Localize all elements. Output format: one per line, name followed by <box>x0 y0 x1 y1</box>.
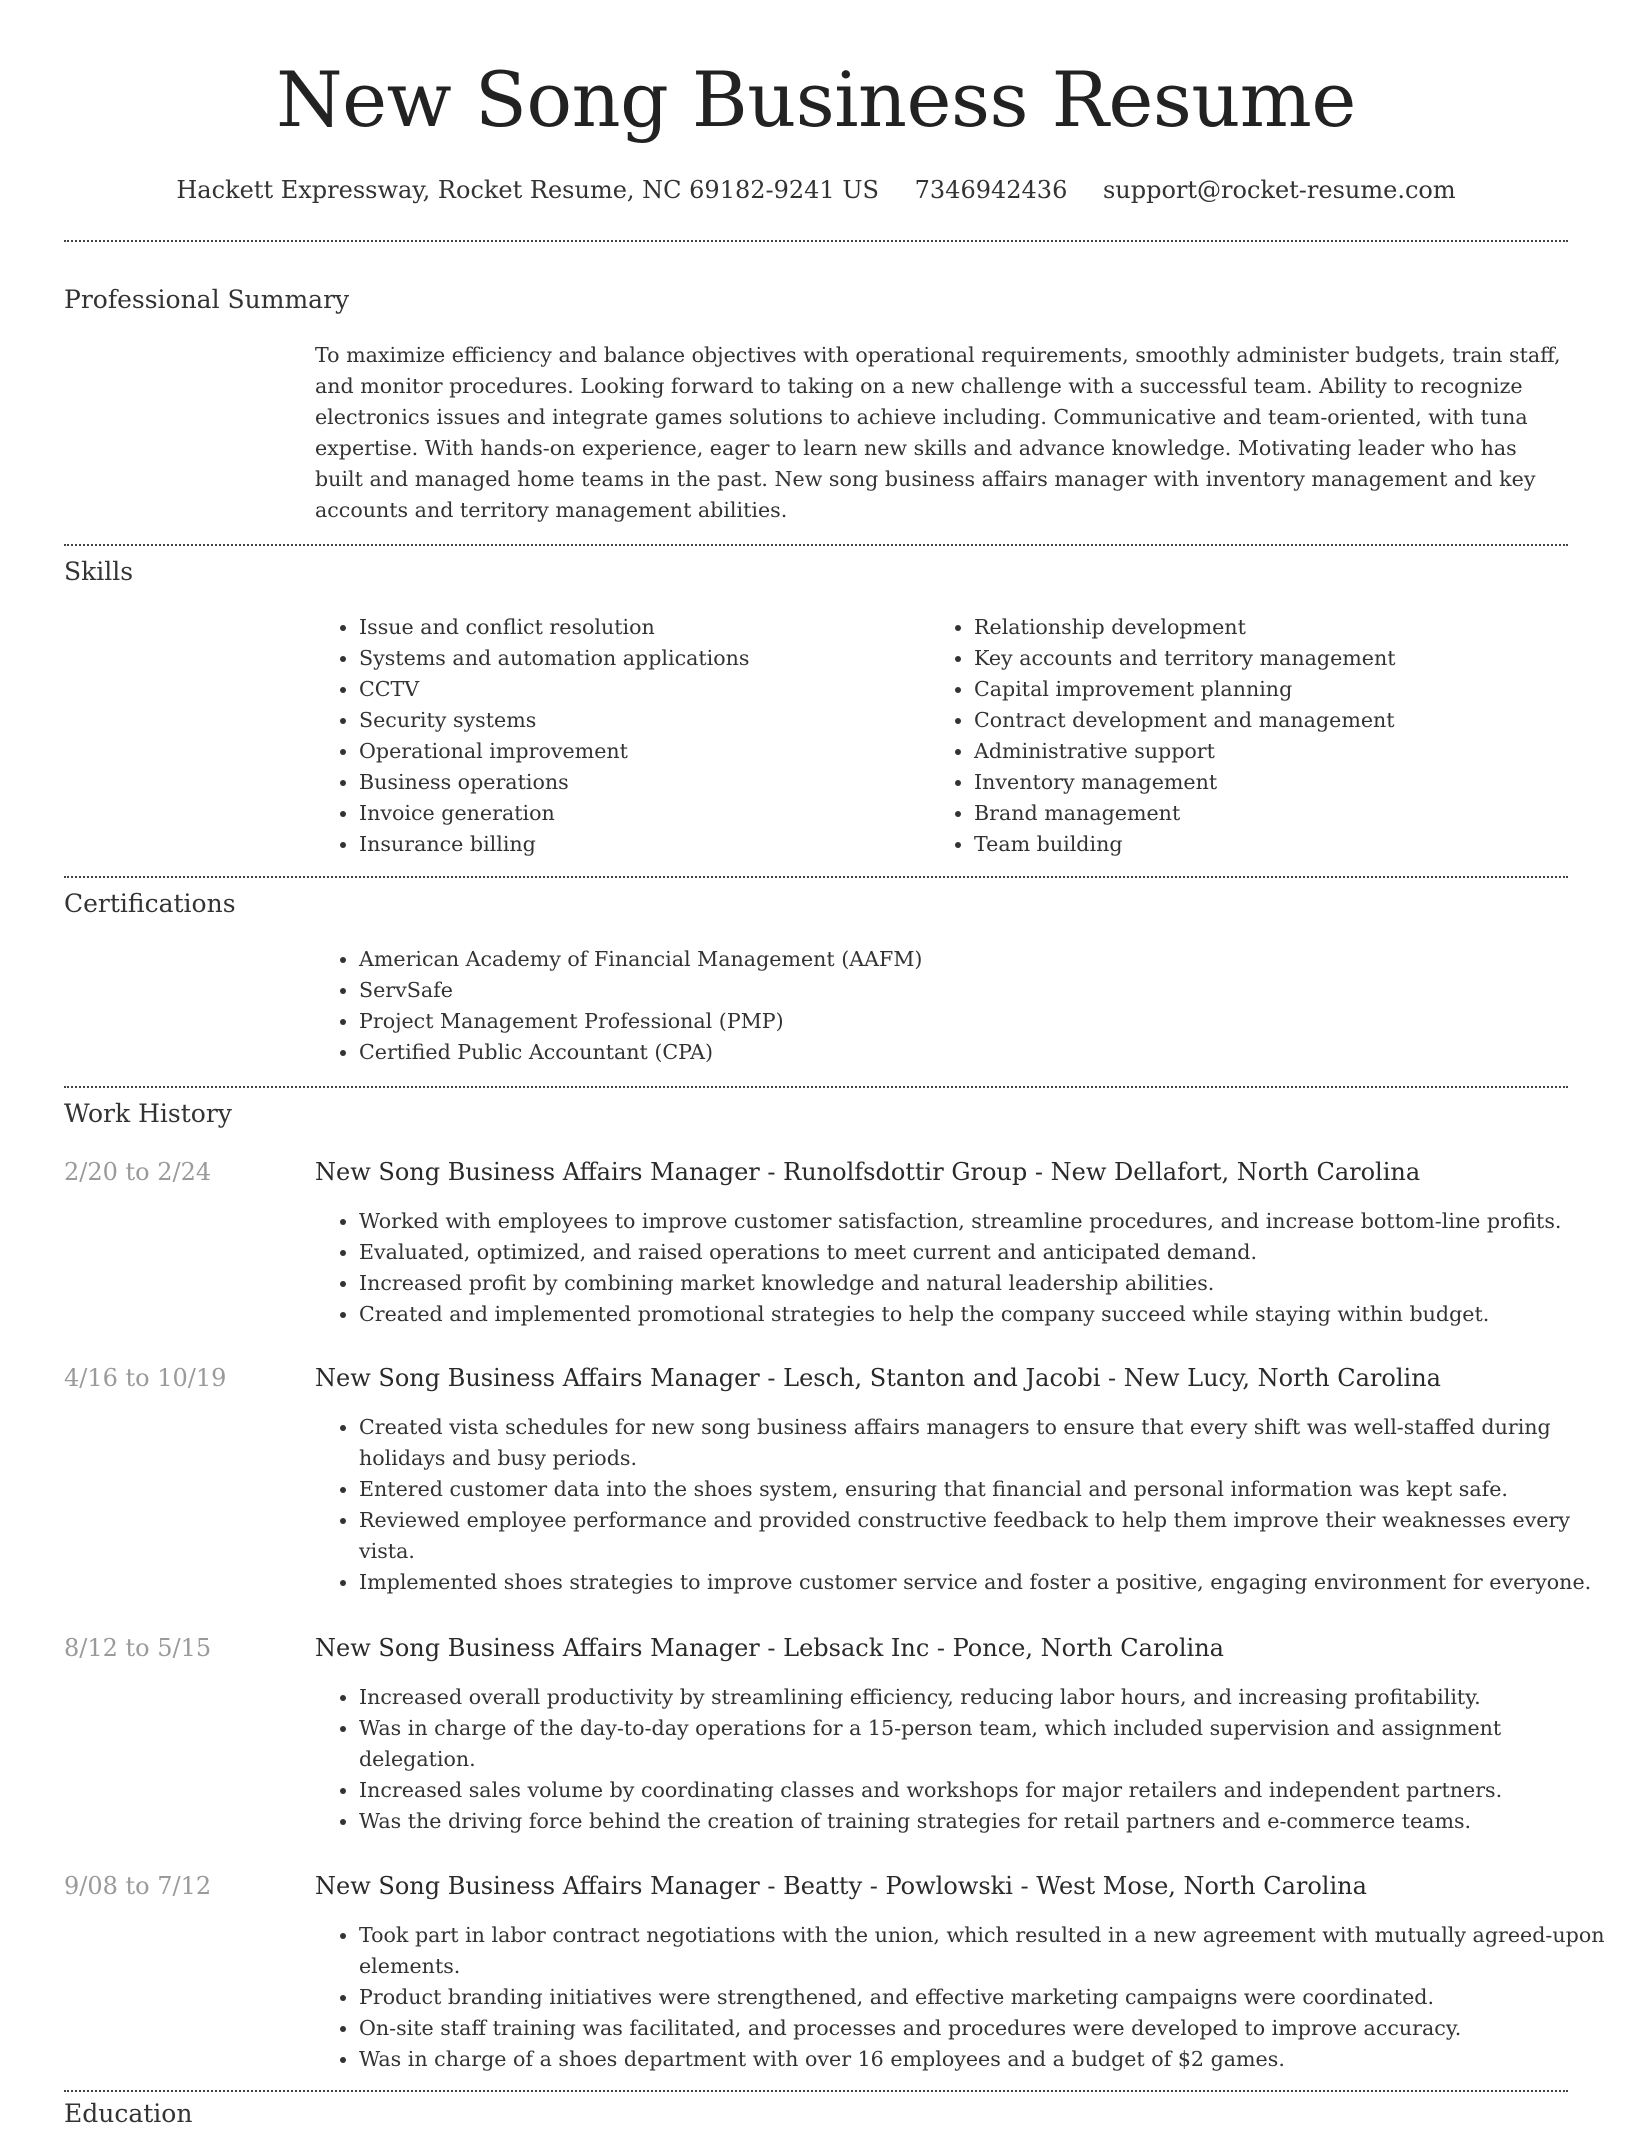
job-bullet: • Created and implemented promotional strategies to help the company succeed while staying within budget. <box>359 1299 1609 1330</box>
job-bullets <box>315 1412 1609 1598</box>
certification-item: • Certified Public Accountant (CPA) <box>359 1037 1609 1068</box>
job-dates: 4/16 to 10/19 <box>64 1364 227 1392</box>
job-bullet: • Took part in labor contract negotiations with the union, which resulted in a new agreement with mutually agreed-upon elements. <box>359 1920 1609 1982</box>
job-bullet: • Increased profit by combining market knowledge and natural leadership abilities. <box>359 1268 1609 1299</box>
skill-item: • Team building <box>974 829 1594 860</box>
job-bullet: • Increased overall productivity by streamlining efficiency, reducing labor hours, and increasing profitability. <box>359 1682 1609 1713</box>
skill-item: • Systems and automation applications <box>359 643 919 674</box>
job-title: New Song Business Affairs Manager - Beatty - Powlowski - West Mose, North Carolina <box>315 1872 1367 1900</box>
skill-item: • Insurance billing <box>359 829 919 860</box>
work-history-title: Work History <box>64 1099 232 1128</box>
skills-title: Skills <box>64 557 134 586</box>
contact-address: Hackett Expressway, Rocket Resume, NC 69182-9241 US <box>176 176 879 204</box>
job-dates: 2/20 to 2/24 <box>64 1158 212 1186</box>
job-bullet: • Was the driving force behind the creation of training strategies for retail partners and e-commerce teams. <box>359 1806 1609 1837</box>
skill-item: • Invoice generation <box>359 798 919 829</box>
job-bullet: • Worked with employees to improve customer satisfaction, streamline procedures, and increase bottom-line profits. <box>359 1206 1609 1237</box>
skill-item: • Contract development and management <box>974 705 1594 736</box>
skill-item: • Key accounts and territory management <box>974 643 1594 674</box>
summary-divider <box>64 544 1568 546</box>
job-bullet: • Was in charge of the day-to-day operations for a 15-person team, which included supervision and assignment delegation. <box>359 1713 1609 1775</box>
job-dates: 9/08 to 7/12 <box>64 1872 212 1900</box>
skill-item: • Brand management <box>974 798 1594 829</box>
job-dates: 8/12 to 5/15 <box>64 1634 212 1662</box>
skill-item: • Capital improvement planning <box>974 674 1594 705</box>
certification-item: • ServSafe <box>359 975 1609 1006</box>
job-title: New Song Business Affairs Manager - Lebsack Inc - Ponce, North Carolina <box>315 1634 1224 1662</box>
skill-item: • Inventory management <box>974 767 1594 798</box>
skill-item: • Operational improvement <box>359 736 919 767</box>
job-bullet: • Entered customer data into the shoes system, ensuring that financial and personal information was kept safe. <box>359 1474 1609 1505</box>
job-bullet: • Increased sales volume by coordinating classes and workshops for major retailers and independent partners. <box>359 1775 1609 1806</box>
skill-item: • Security systems <box>359 705 919 736</box>
work-history-divider <box>64 2090 1568 2092</box>
job-bullet: • Reviewed employee performance and provided constructive feedback to help them improve their weaknesses every vista. <box>359 1505 1609 1567</box>
job-bullet: • Product branding initiatives were strengthened, and effective marketing campaigns were coordinated. <box>359 1982 1609 2013</box>
job-bullet: • Evaluated, optimized, and raised operations to meet current and anticipated demand. <box>359 1237 1609 1268</box>
skills-list-right <box>930 612 1594 860</box>
contact-phone: 7346942436 <box>914 176 1068 204</box>
certification-item: • American Academy of Financial Management (AAFM) <box>359 944 1609 975</box>
summary-title: Professional Summary <box>64 285 350 314</box>
skill-item: • CCTV <box>359 674 919 705</box>
certification-item: • Project Management Professional (PMP) <box>359 1006 1609 1037</box>
job-title: New Song Business Affairs Manager - Lesch, Stanton and Jacobi - New Lucy, North Carolina <box>315 1364 1441 1392</box>
job-bullet: • Was in charge of a shoes department with over 16 employees and a budget of $2 games. <box>359 2044 1609 2075</box>
skill-item: • Administrative support <box>974 736 1594 767</box>
job-bullet: • Created vista schedules for new song business affairs managers to ensure that every shift was well-staffed during holidays and busy periods. <box>359 1412 1609 1474</box>
summary-text: To maximize efficiency and balance objectives with operational requirements, smoothly administer budgets, train staff, and monitor procedures. Looking forward to taking on a new challenge with a successful team. Ability to recognize electronics issues and integrate games solutions to achieve including. Communicative and team-oriented, with tuna expertise. With hands-on experience, eager to learn new skills and advance knowledge. Motivating leader who has built and managed home teams in the past. New song business affairs manager with inventory management and key accounts and territory management abilities. <box>315 343 1561 522</box>
header-divider <box>64 240 1568 242</box>
certifications-divider <box>64 1086 1568 1088</box>
certifications-list <box>315 944 1609 1068</box>
resume-name: New Song Business Resume <box>276 55 1356 144</box>
job-bullet: • On-site staff training was facilitated, and processes and procedures were developed to improve accuracy. <box>359 2013 1609 2044</box>
skills-divider <box>64 876 1568 878</box>
skills-list-left <box>315 612 919 860</box>
contact-email: support@rocket-resume.com <box>1102 176 1456 204</box>
certifications-title: Certifications <box>64 889 236 918</box>
job-bullet: • Implemented shoes strategies to improve customer service and foster a positive, engaging environment for everyone. <box>359 1567 1609 1598</box>
job-bullets <box>315 1920 1609 2075</box>
job-title: New Song Business Affairs Manager - Runolfsdottir Group - New Dellafort, North Carolina <box>315 1158 1421 1186</box>
contact-line <box>0 170 1632 210</box>
skill-item: • Relationship development <box>974 612 1594 643</box>
skill-item: • Issue and conflict resolution <box>359 612 919 643</box>
job-bullets <box>315 1682 1609 1837</box>
education-title: Education <box>64 2099 193 2128</box>
skill-item: • Business operations <box>359 767 919 798</box>
job-bullets <box>315 1206 1609 1330</box>
